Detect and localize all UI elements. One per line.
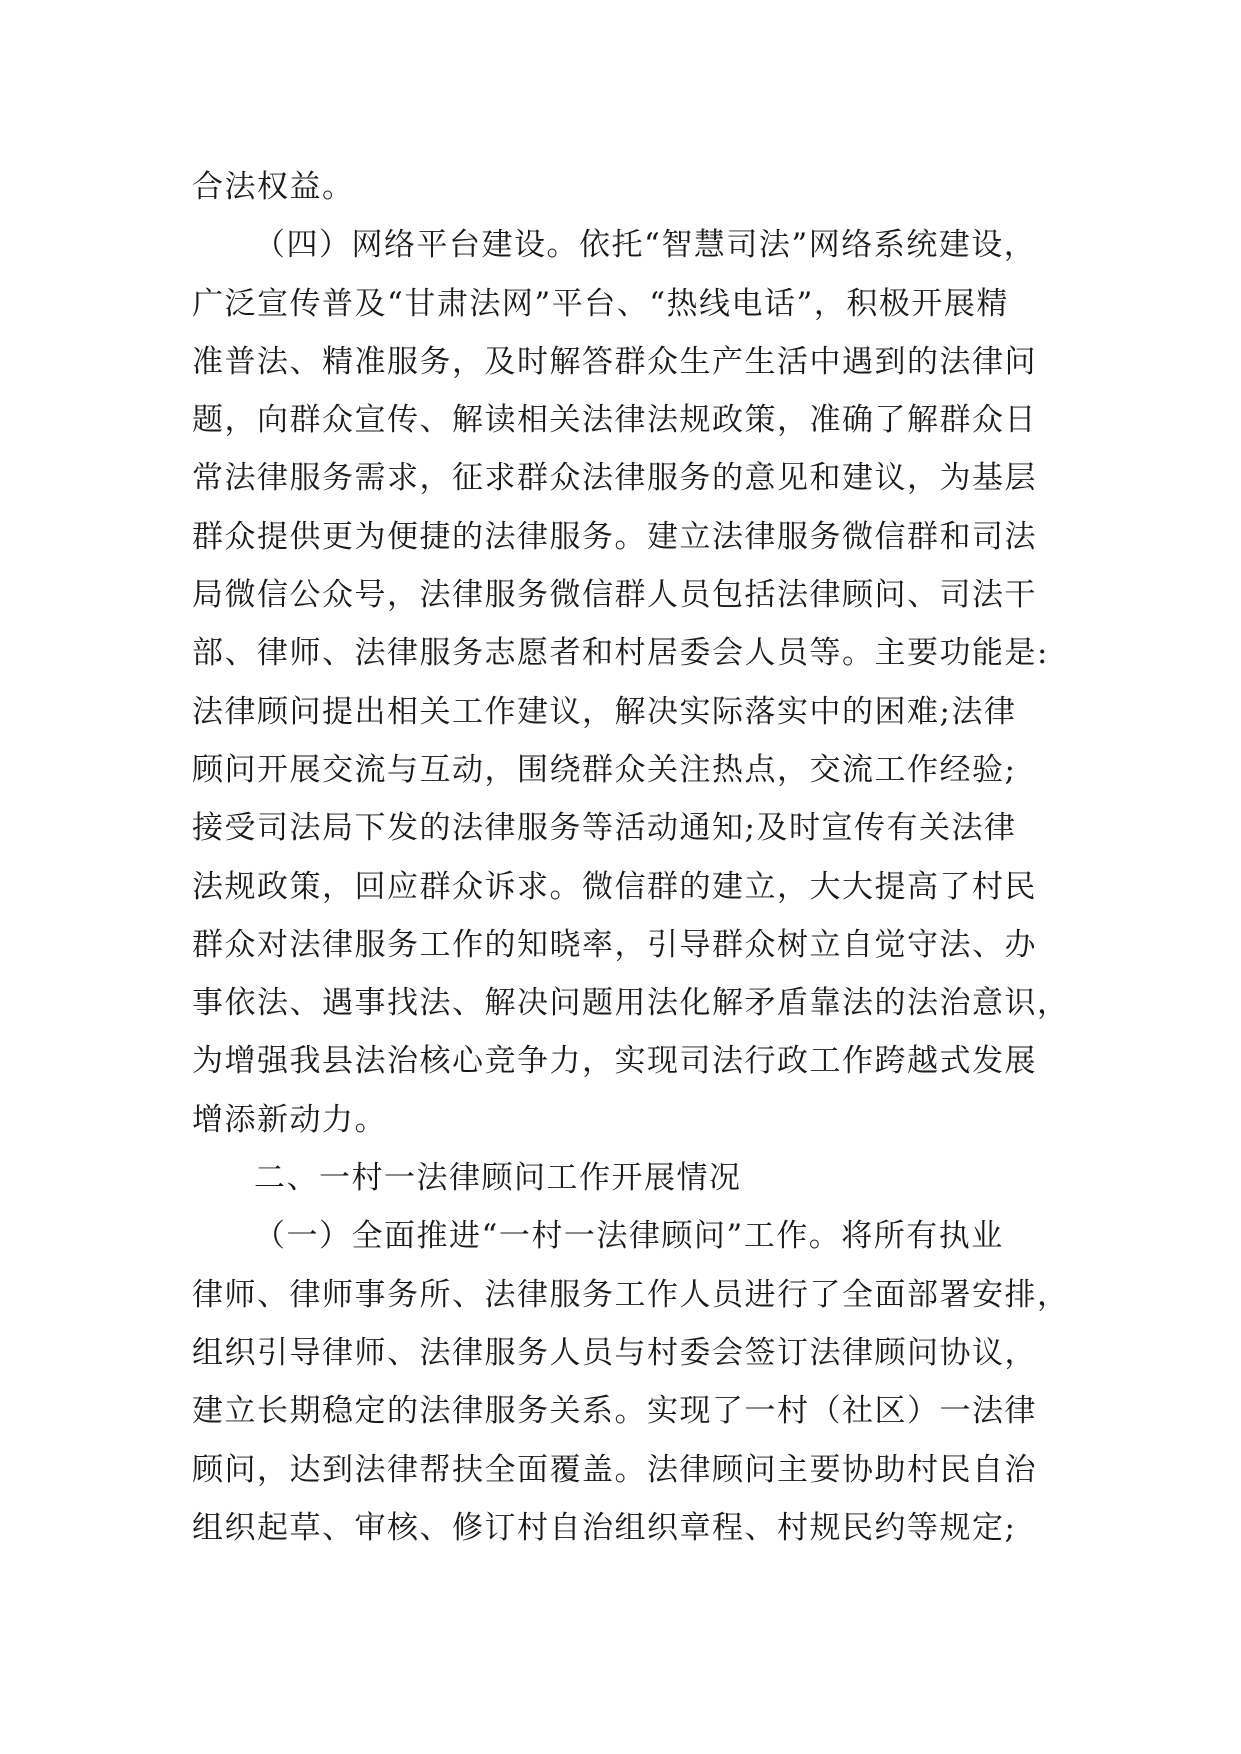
text-line: 法律顾问提出相关工作建议，解决实际落实中的困难;法律 xyxy=(192,693,1017,730)
text-line: 为增强我县法治核心竞争力，实现司法行政工作跨越式发展 xyxy=(192,1043,1037,1080)
text-line: （四）网络平台建设。依托“智慧司法”网络系统建设， xyxy=(254,227,1037,264)
text-line: （一）全面推进“一村一法律顾问”工作。将所有执业 xyxy=(254,1218,1004,1255)
text-line: 局微信公众号，法律服务微信群人员包括法律顾问、司法干 xyxy=(192,577,1037,614)
text-line: 题，向群众宣传、解读相关法律法规政策，准确了解群众日 xyxy=(192,402,1037,439)
text-line: 事依法、遇事找法、解决问题用法化解矛盾靠法的法治意识， xyxy=(192,985,1070,1022)
text-line: 群众对法律服务工作的知晓率，引导群众树立自觉守法、办 xyxy=(192,926,1037,963)
document-body xyxy=(192,158,1070,1557)
text-line: 组织起草、审核、修订村自治组织章程、村规民约等规定; xyxy=(192,1509,1017,1546)
section-heading: 二、一村一法律顾问工作开展情况 xyxy=(254,1160,742,1197)
text-line: 常法律服务需求，征求群众法律服务的意见和建议，为基层 xyxy=(192,460,1037,497)
text-line: 法规政策，回应群众诉求。微信群的建立，大大提高了村民 xyxy=(192,868,1037,905)
text-line: 增添新动力。 xyxy=(192,1101,387,1138)
text-line: 顾问，达到法律帮扶全面覆盖。法律顾问主要协助村民自治 xyxy=(192,1451,1037,1488)
text-line: 部、律师、法律服务志愿者和村居委会人员等。主要功能是: xyxy=(192,635,1049,672)
text-line: 接受司法局下发的法律服务等活动通知;及时宣传有关法律 xyxy=(192,810,1017,847)
text-line: 组织引导律师、法律服务人员与村委会签订法律顾问协议， xyxy=(192,1334,1037,1371)
text-line: 广泛宣传普及“甘肃法网”平台、“热线电话”，积极开展精 xyxy=(192,285,1009,322)
text-line: 建立长期稳定的法律服务关系。实现了一村（社区）一法律 xyxy=(192,1393,1037,1430)
text-line: 合法权益。 xyxy=(192,169,355,205)
text-line: 准普法、精准服务，及时解答群众生产生活中遇到的法律问 xyxy=(192,343,1037,380)
text-line: 顾问开展交流与互动，围绕群众关注热点，交流工作经验; xyxy=(192,751,1017,788)
text-line: 律师、律师事务所、法律服务工作人员进行了全面部署安排， xyxy=(192,1276,1070,1313)
text-line: 群众提供更为便捷的法律服务。建立法律服务微信群和司法 xyxy=(192,518,1037,555)
